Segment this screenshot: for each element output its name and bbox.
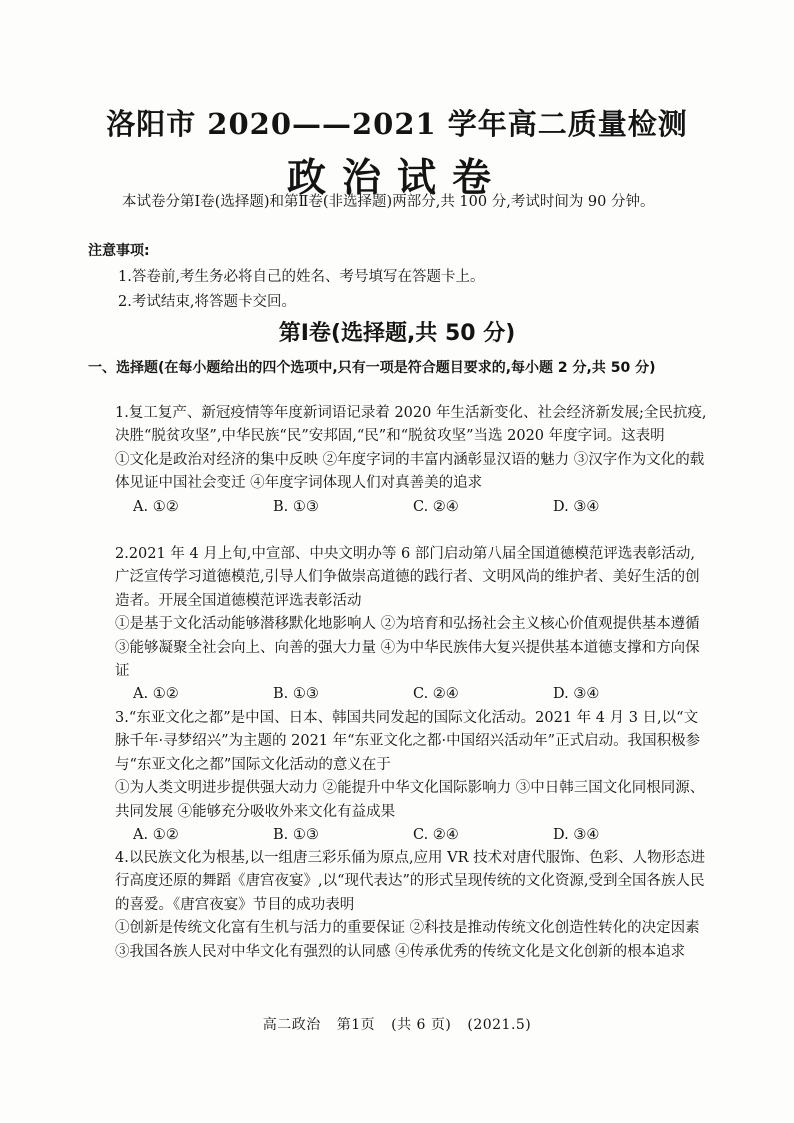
question-stem: 3.“东亚文化之都”是中国、日本、韩国共同发起的国际文化活动。2021 年 4 月 3 日,以“文脉千年·寻梦绍兴”为主题的 2021 年“东亚文化之都·中国绍兴活动年”正式启动。我国积极参与“东亚文化之都”国际文化活动的意义在于 <box>115 710 701 773</box>
question-stem: 2.2021 年 4 月上旬,中宣部、中央文明办等 6 部门启动第八届全国道德模范评选表彰活动,广泛宣传学习道德模范,引导人们争做崇高道德的践行者、文明风尚的维护者、美好生活的创造者。开展全国道德模范评选表彰活动 <box>115 546 700 609</box>
footer-total-pages: (共 6 页) <box>391 1017 452 1033</box>
question-stem: 1.复工复产、新冠疫情等年度新词语记录着 2020 年生活新变化、社会经济新发展;全民抗疫,决胜“脱贫攻坚”,中华民族“民”安邦固,“民”和“脱贫攻坚”当选 2020 年度字词。这表明 <box>115 405 707 445</box>
question-options <box>133 683 693 706</box>
option-a: A. ①② <box>133 498 179 515</box>
footer-page: 第1页 <box>336 1017 376 1033</box>
question-statements: ①是基于文化活动能够潜移默化地影响人 ②为培育和弘扬社会主义核心价值观提供基本遵循 ③能够凝聚全社会向上、向善的强大力量 ④为中华民族伟大复兴提供基本道德支撑和方向保证 <box>115 616 700 680</box>
note-item: 1.答卷前,考生务必将自己的姓名、考号填写在答题卡上。 <box>118 269 485 285</box>
exam-subtitle: 政治试卷 <box>286 155 507 201</box>
option-a: A. ①② <box>133 686 179 703</box>
section-instruction: 一、选择题(在每小题给出的四个选项中,只有一项是符合题目要求的,每小题 2 分,共 50 分) <box>88 360 656 376</box>
option-a: A. ①② <box>133 827 179 844</box>
question-statements: ①为人类文明进步提供强大动力 ②能提升中华文化国际影响力 ③中日韩三国文化同根同源、共同发展 ④能够充分吸收外来文化有益成果 <box>115 780 705 820</box>
option-d: D. ③④ <box>553 686 600 703</box>
option-d: D. ③④ <box>553 827 600 844</box>
footer-date: (2021.5) <box>467 1017 532 1033</box>
section-title: 第Ⅰ卷(选择题,共 50 分) <box>278 321 516 346</box>
question-4 <box>115 847 707 964</box>
question-statements: ①创新是传统文化富有生机与活力的重要保证 ②科技是推动传统文化创造性转化的决定因素 ③我国各族人民对中华文化有强烈的认同感 ④传承优秀的传统文化是文化创新的根本追求 <box>115 920 700 960</box>
notes-heading: 注意事项: <box>88 243 150 259</box>
option-b: B. ①③ <box>273 498 319 515</box>
exam-intro: 本试卷分第Ⅰ卷(选择题)和第Ⅱ卷(非选择题)两部分,共 100 分,考试时间为 90 分钟。 <box>122 194 655 210</box>
footer-subject: 高二政治 <box>262 1017 321 1033</box>
option-c: C. ②④ <box>413 827 459 844</box>
question-statements: ①文化是政治对经济的集中反映 ②年度字词的丰富内涵彰显汉语的魅力 ③汉字作为文化的载体见证中国社会变迁 ④年度字词体现人们对真善美的追求 <box>115 451 705 492</box>
option-b: B. ①③ <box>273 686 319 703</box>
option-b: B. ①③ <box>273 827 319 844</box>
note-item: 2.考试结束,将答题卡交回。 <box>118 294 296 310</box>
option-c: C. ②④ <box>413 686 459 703</box>
question-3 <box>115 707 707 847</box>
page-footer <box>0 1014 794 1034</box>
question-stem: 4.以民族文化为根基,以一组唐三彩乐俑为原点,应用 VR 技术对唐代服饰、色彩、人物形态进行高度还原的舞蹈《唐宫夜宴》,以“现代表达”的形式呈现传统的文化资源,受到全国各族人民的喜爱。《唐宫夜宴》节目的成功表明 <box>115 850 706 913</box>
question-2 <box>115 543 707 707</box>
option-c: C. ②④ <box>413 498 459 515</box>
question-options <box>133 824 693 847</box>
question-options <box>133 496 693 519</box>
option-d: D. ③④ <box>553 498 600 515</box>
exam-title: 洛阳市 2020——2021 学年高二质量检测 <box>106 107 688 141</box>
question-1 <box>115 402 707 519</box>
